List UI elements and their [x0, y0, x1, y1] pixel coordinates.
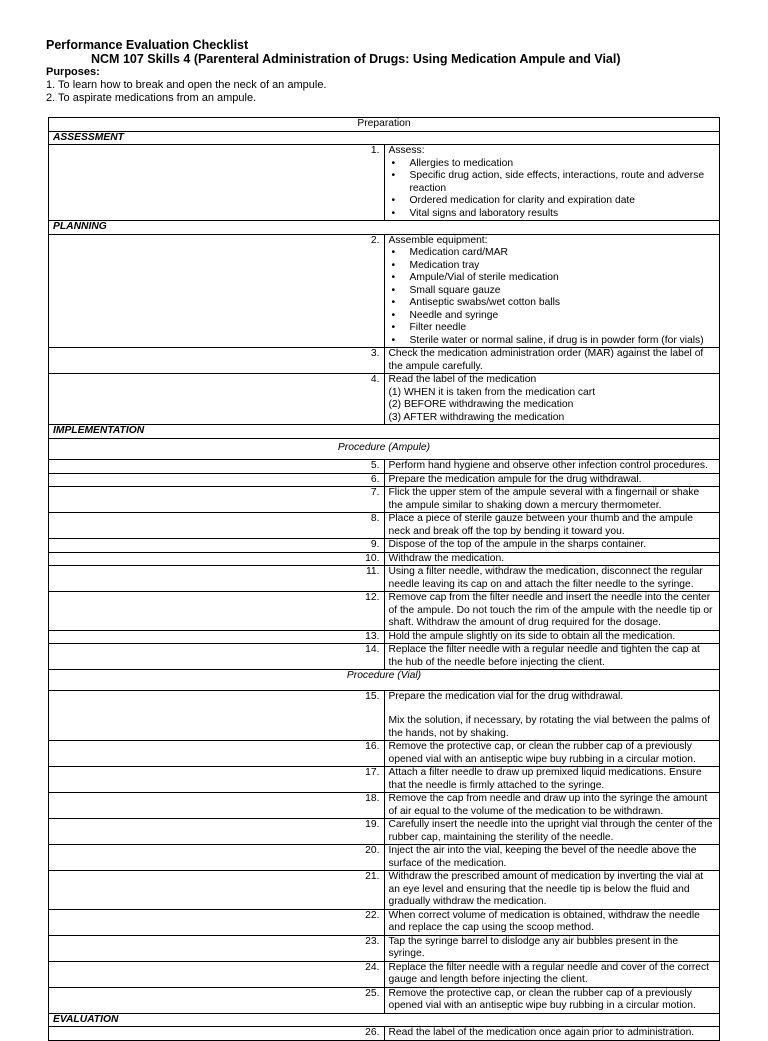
step-number: 18.: [49, 793, 385, 819]
step-number: 11.: [49, 566, 385, 592]
table-row: [49, 630, 720, 644]
step-text: Read the label of the medication once again prior to administration.: [384, 1027, 720, 1041]
table-row: [49, 767, 720, 793]
step-text: [384, 145, 720, 221]
table-row: [49, 1027, 720, 1041]
step-label: Prepare the medication vial for the drug withdrawal.: [388, 690, 624, 702]
list-item: • Ampule/Vial of sterile medication: [410, 272, 716, 285]
list-item: • Medication tray: [410, 260, 716, 273]
step-number: 16.: [49, 741, 385, 767]
table-row: [49, 935, 720, 961]
section-implementation: IMPLEMENTATION: [49, 425, 720, 439]
table-row: [49, 552, 720, 566]
step-text: Remove cap from the filter needle and insert the needle into the center of the ampule. Do not touch the rim of the ampule with the needle tip or shaft. Withdraw the amount of drug required for the dosage.: [384, 592, 720, 631]
list-item: • Vital signs and laboratory results: [410, 208, 716, 221]
step-text: Carefully insert the needle into the upright vial through the center of the rubber cap, maintaining the sterility of the needle.: [384, 819, 720, 845]
step-text: Hold the ampule slightly on its side to obtain all the medication.: [384, 630, 720, 644]
procedure-vial-header: Procedure (Vial): [49, 670, 720, 691]
table-row: [49, 871, 720, 910]
list-item: • Specific drug action, side effects, interactions, route and adverse reaction: [410, 170, 716, 195]
table-row: [49, 487, 720, 513]
purposes-heading: Purposes:: [46, 66, 100, 78]
step-line: (2) BEFORE withdrawing the medication: [388, 399, 574, 410]
bullet-list: [389, 158, 716, 221]
procedure-ampule-header: Procedure (Ampule): [49, 438, 720, 460]
step-number: 17.: [49, 767, 385, 793]
table-row: [49, 909, 720, 935]
step-number: 4.: [49, 374, 385, 425]
list-item: • Antiseptic swabs/wet cotton balls: [410, 297, 716, 310]
step-number: 23.: [49, 935, 385, 961]
list-item: • Needle and syringe: [410, 310, 716, 323]
step-text: Remove the protective cap, or clean the rubber cap of a previously opened vial with an antiseptic wipe buy rubbing in a circular motion.: [384, 987, 720, 1013]
step-text: Withdraw the prescribed amount of medication by inverting the vial at an eye level and ensuring that the needle tip is below the fluid and gradually withdraw the medication.: [384, 871, 720, 910]
table-row: [49, 690, 720, 741]
list-item: • Medication card/MAR: [410, 247, 716, 260]
page-subtitle: NCM 107 Skills 4 (Parenteral Administration of Drugs: Using Medication Ampule and Vial): [91, 52, 621, 66]
step-label: Assemble equipment:: [388, 234, 488, 246]
section-planning: PLANNING: [49, 221, 720, 235]
step-line: (3) AFTER withdrawing the medication: [388, 411, 565, 423]
step-text: Flick the upper stem of the ampule several with a fingernail or shake the ampule similar to shaking down a mercury thermometer.: [384, 487, 720, 513]
bullet-list: [389, 247, 716, 347]
step-number: 8.: [49, 513, 385, 539]
step-text: Replace the filter needle with a regular needle and tighten the cap at the hub of the needle before injecting the client.: [384, 644, 720, 670]
step-number: 7.: [49, 487, 385, 513]
table-row: [49, 539, 720, 553]
table-row: [49, 145, 720, 221]
step-number: 13.: [49, 630, 385, 644]
table-row: [49, 460, 720, 474]
step-text: [384, 374, 720, 425]
list-item: • Filter needle: [410, 322, 716, 335]
step-text: When correct volume of medication is obtained, withdraw the needle and replace the cap using the scoop method.: [384, 909, 720, 935]
step-number: 22.: [49, 909, 385, 935]
step-number: 1.: [49, 145, 385, 221]
table-row: [49, 473, 720, 487]
list-item: • Small square gauze: [410, 285, 716, 298]
step-text: Remove the cap from needle and draw up into the syringe the amount of air equal to the volume of the medication to be withdrawn.: [384, 793, 720, 819]
step-label: Assess:: [388, 145, 425, 156]
step-number: 12.: [49, 592, 385, 631]
table-row: [49, 592, 720, 631]
step-text: Check the medication administration order (MAR) against the label of the ampule carefully.: [384, 348, 720, 374]
step-text: Attach a filter needle to draw up premixed liquid medications. Ensure that the needle is firmly attached to the syringe.: [384, 767, 720, 793]
table-row: [49, 987, 720, 1013]
step-text: Perform hand hygiene and observe other infection control procedures.: [384, 460, 720, 474]
step-number: 26.: [49, 1027, 385, 1041]
step-text: [384, 690, 720, 741]
step-text: [384, 234, 720, 348]
step-number: 10.: [49, 552, 385, 566]
table-row: [49, 374, 720, 425]
page-title: Performance Evaluation Checklist: [46, 38, 249, 52]
step-number: 2.: [49, 234, 385, 348]
list-item: • Allergies to medication: [410, 158, 716, 171]
step-text: Withdraw the medication.: [384, 552, 720, 566]
table-row: [49, 348, 720, 374]
step-number: 5.: [49, 460, 385, 474]
table-row: [49, 741, 720, 767]
table-row: [49, 961, 720, 987]
step-text: Remove the protective cap, or clean the rubber cap of a previously opened vial with an antiseptic wipe buy rubbing in a circular motion.: [384, 741, 720, 767]
table-row: [49, 513, 720, 539]
purpose-item: 2. To aspirate medications from an ampule.: [46, 92, 257, 104]
table-row: [49, 819, 720, 845]
list-item: • Sterile water or normal saline, if drug is in powder form (for vials): [410, 335, 716, 348]
purpose-item: 1. To learn how to break and open the neck of an ampule.: [46, 79, 327, 91]
step-number: 3.: [49, 348, 385, 374]
step-number: 19.: [49, 819, 385, 845]
step-text: Tap the syringe barrel to dislodge any air bubbles present in the syringe.: [384, 935, 720, 961]
step-text: Dispose of the top of the ampule in the sharps container.: [384, 539, 720, 553]
step-text: Prepare the medication ampule for the drug withdrawal.: [384, 473, 720, 487]
preparation-header: Preparation: [49, 118, 720, 132]
step-number: 14.: [49, 644, 385, 670]
table-row: [49, 845, 720, 871]
step-number: 15.: [49, 690, 385, 741]
step-number: 25.: [49, 987, 385, 1013]
step-number: 9.: [49, 539, 385, 553]
step-line: Mix the solution, if necessary, by rotating the vial between the palms of the hands, not by shaking.: [388, 715, 710, 739]
step-text: Replace the filter needle with a regular needle and cover of the correct gauge and length before injecting the client.: [384, 961, 720, 987]
step-line: (1) WHEN it is taken from the medication cart: [388, 386, 596, 398]
step-label: Read the label of the medication: [388, 374, 537, 385]
table-row: [49, 644, 720, 670]
table-row: [49, 566, 720, 592]
step-text: Using a filter needle, withdraw the medication, disconnect the regular needle leaving its cap on and attach the filter needle to the syringe.: [384, 566, 720, 592]
section-assessment: ASSESSMENT: [49, 131, 720, 145]
step-number: 21.: [49, 871, 385, 910]
step-number: 20.: [49, 845, 385, 871]
table-row: [49, 793, 720, 819]
step-number: 6.: [49, 473, 385, 487]
table-row: [49, 234, 720, 348]
list-item: • Ordered medication for clarity and expiration date: [410, 195, 716, 208]
step-text: Inject the air into the vial, keeping the bevel of the needle above the surface of the medication.: [384, 845, 720, 871]
section-evaluation: EVALUATION: [49, 1013, 720, 1027]
step-text: Place a piece of sterile gauze between your thumb and the ampule neck and break off the top by bending it toward you.: [384, 513, 720, 539]
step-number: 24.: [49, 961, 385, 987]
checklist-table: [48, 117, 720, 1041]
